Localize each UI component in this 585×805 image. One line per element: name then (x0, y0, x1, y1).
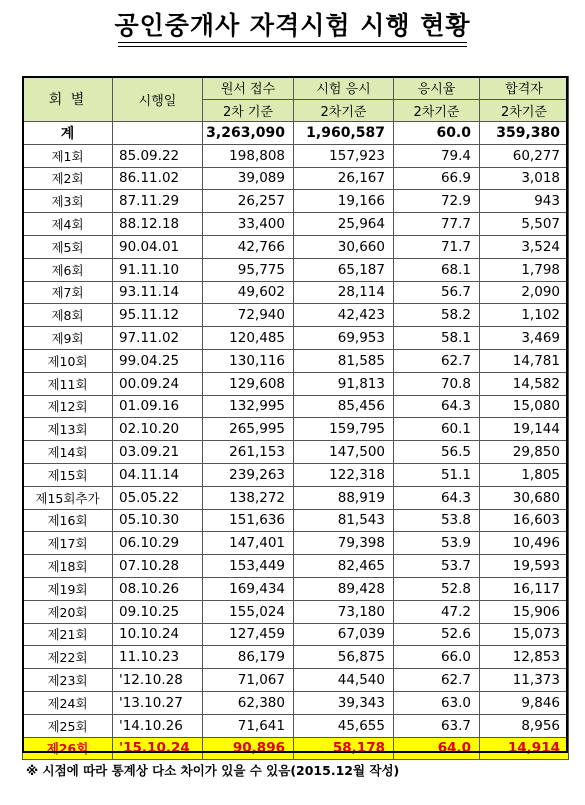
table-cell-applicants: 86,179 (203, 646, 294, 669)
table-cell-rate: 52.6 (394, 623, 480, 646)
table-cell-passers: 3,524 (480, 235, 569, 258)
table-cell-takers: 28,114 (294, 281, 394, 304)
table-cell-round: 제21회 (23, 623, 113, 646)
total-date (113, 122, 203, 145)
table-cell-rate: 51.1 (394, 463, 480, 486)
table-cell-date: 01.09.16 (113, 395, 203, 418)
table-cell-passers: 3,469 (480, 327, 569, 350)
table-cell-rate: 56.5 (394, 441, 480, 464)
table-cell-round: 제9회 (23, 327, 113, 350)
table-row (23, 555, 569, 578)
table-cell-takers: 19,166 (294, 190, 394, 213)
table-row (23, 304, 569, 327)
table-cell-rate: 52.8 (394, 577, 480, 600)
table-cell-round: 제17회 (23, 532, 113, 555)
table-cell-date: '12.10.28 (113, 669, 203, 692)
table-cell-round: 제13회 (23, 418, 113, 441)
table-cell-rate: 56.7 (394, 281, 480, 304)
table-cell-applicants: 95,775 (203, 258, 294, 281)
table-cell-rate: 63.7 (394, 714, 480, 737)
table-cell-rate: 58.1 (394, 327, 480, 350)
table-cell-round: 제23회 (23, 669, 113, 692)
exam-status-table (22, 76, 569, 760)
table-cell-date: 05.10.30 (113, 509, 203, 532)
table-cell-rate: 66.9 (394, 167, 480, 190)
table-cell-applicants: 72,940 (203, 304, 294, 327)
table-cell-applicants: 261,153 (203, 441, 294, 464)
table-cell-round: 제24회 (23, 691, 113, 714)
table-cell-takers: 157,923 (294, 144, 394, 167)
table-cell-round: 제14회 (23, 441, 113, 464)
table-cell-applicants: 42,766 (203, 235, 294, 258)
table-row (23, 418, 569, 441)
table-cell-takers: 73,180 (294, 600, 394, 623)
table-cell-round: 제10회 (23, 349, 113, 372)
table-cell-applicants: 90,896 (203, 737, 294, 760)
table-cell-round: 제25회 (23, 714, 113, 737)
table-cell-round: 제7회 (23, 281, 113, 304)
table-cell-date: '13.10.27 (113, 691, 203, 714)
table-cell-rate: 68.1 (394, 258, 480, 281)
table-cell-takers: 82,465 (294, 555, 394, 578)
table-cell-rate: 64.0 (394, 737, 480, 760)
table-cell-applicants: 129,608 (203, 372, 294, 395)
table-cell-passers: 19,593 (480, 555, 569, 578)
table-row (23, 463, 569, 486)
table-row (23, 327, 569, 350)
table-row (23, 235, 569, 258)
table-cell-takers: 147,500 (294, 441, 394, 464)
table-cell-rate: 53.7 (394, 555, 480, 578)
table-cell-passers: 11,373 (480, 669, 569, 692)
table-cell-date: 10.10.24 (113, 623, 203, 646)
table-cell-date: 85.09.22 (113, 144, 203, 167)
table-cell-date: 11.10.23 (113, 646, 203, 669)
table-cell-round: 제15회추가 (23, 486, 113, 509)
table-cell-round: 제22회 (23, 646, 113, 669)
table-cell-rate: 66.0 (394, 646, 480, 669)
table-cell-applicants: 239,263 (203, 463, 294, 486)
table-cell-rate: 77.7 (394, 213, 480, 236)
table-cell-date: 95.11.12 (113, 304, 203, 327)
table-cell-round: 제2회 (23, 167, 113, 190)
table-cell-passers: 16,603 (480, 509, 569, 532)
total-rate: 60.0 (394, 122, 480, 145)
table-cell-rate: 60.1 (394, 418, 480, 441)
table-cell-passers: 60,277 (480, 144, 569, 167)
table-cell-takers: 81,543 (294, 509, 394, 532)
header-passers-sub: 2차기준 (480, 99, 569, 122)
table-cell-rate: 53.9 (394, 532, 480, 555)
header-date: 시행일 (113, 77, 203, 122)
table-cell-round: 제16회 (23, 509, 113, 532)
table-cell-applicants: 71,067 (203, 669, 294, 692)
table-cell-takers: 91,813 (294, 372, 394, 395)
table-cell-passers: 943 (480, 190, 569, 213)
table-cell-passers: 15,080 (480, 395, 569, 418)
table-cell-applicants: 120,485 (203, 327, 294, 350)
table-cell-round: 제18회 (23, 555, 113, 578)
table-cell-round: 제4회 (23, 213, 113, 236)
table-cell-date: 93.11.14 (113, 281, 203, 304)
table-row (23, 737, 569, 760)
table-cell-round: 제11회 (23, 372, 113, 395)
table-row (23, 144, 569, 167)
table-cell-date: 91.11.10 (113, 258, 203, 281)
total-passers: 359,380 (480, 122, 569, 145)
table-cell-applicants: 151,636 (203, 509, 294, 532)
table-cell-date: 07.10.28 (113, 555, 203, 578)
table-row (23, 669, 569, 692)
table-cell-rate: 47.2 (394, 600, 480, 623)
total-label: 계 (23, 122, 113, 145)
table-row (23, 509, 569, 532)
table-cell-date: '14.10.26 (113, 714, 203, 737)
table-cell-takers: 65,187 (294, 258, 394, 281)
table-row (23, 577, 569, 600)
table-cell-passers: 1,102 (480, 304, 569, 327)
table-cell-takers: 122,318 (294, 463, 394, 486)
table-cell-date: 03.09.21 (113, 441, 203, 464)
table-cell-takers: 67,039 (294, 623, 394, 646)
table-cell-applicants: 39,089 (203, 167, 294, 190)
table-row (23, 372, 569, 395)
table-cell-passers: 14,582 (480, 372, 569, 395)
table-row (23, 349, 569, 372)
total-applicants: 3,263,090 (203, 122, 294, 145)
table-row (23, 714, 569, 737)
table-cell-round: 제12회 (23, 395, 113, 418)
table-row (23, 167, 569, 190)
table-cell-passers: 29,850 (480, 441, 569, 464)
table-cell-applicants: 198,808 (203, 144, 294, 167)
header-takers-sub: 2차기준 (294, 99, 394, 122)
table-row (23, 441, 569, 464)
table-cell-round: 제8회 (23, 304, 113, 327)
table-cell-passers: 2,090 (480, 281, 569, 304)
table-cell-takers: 30,660 (294, 235, 394, 258)
table-row (23, 691, 569, 714)
table-cell-round: 제1회 (23, 144, 113, 167)
header-round: 회 별 (23, 77, 113, 122)
table-row (23, 213, 569, 236)
table-cell-passers: 1,805 (480, 463, 569, 486)
table-row (23, 281, 569, 304)
table-cell-date: 09.10.25 (113, 600, 203, 623)
table-cell-rate: 72.9 (394, 190, 480, 213)
table-cell-takers: 159,795 (294, 418, 394, 441)
table-row (23, 258, 569, 281)
table-cell-rate: 62.7 (394, 669, 480, 692)
table-cell-date: 87.11.29 (113, 190, 203, 213)
table-row (23, 486, 569, 509)
table-cell-passers: 15,906 (480, 600, 569, 623)
table-cell-rate: 63.0 (394, 691, 480, 714)
table-cell-date: 02.10.20 (113, 418, 203, 441)
table-cell-round: 제15회 (23, 463, 113, 486)
table-row (23, 532, 569, 555)
table-cell-round: 제20회 (23, 600, 113, 623)
table-cell-takers: 45,655 (294, 714, 394, 737)
table-cell-passers: 9,846 (480, 691, 569, 714)
table-cell-takers: 56,875 (294, 646, 394, 669)
table-cell-applicants: 127,459 (203, 623, 294, 646)
table-cell-date: 00.09.24 (113, 372, 203, 395)
table-cell-date: 08.10.26 (113, 577, 203, 600)
table-cell-applicants: 265,995 (203, 418, 294, 441)
table-cell-takers: 26,167 (294, 167, 394, 190)
table-row (23, 646, 569, 669)
table-cell-rate: 58.2 (394, 304, 480, 327)
table-cell-applicants: 155,024 (203, 600, 294, 623)
table-row (23, 190, 569, 213)
table-cell-takers: 89,428 (294, 577, 394, 600)
header-applicants: 원서 접수 (203, 77, 294, 100)
table-cell-passers: 14,781 (480, 349, 569, 372)
table-cell-rate: 71.7 (394, 235, 480, 258)
table-cell-takers: 44,540 (294, 669, 394, 692)
table-cell-passers: 19,144 (480, 418, 569, 441)
table-cell-round: 제6회 (23, 258, 113, 281)
table-cell-takers: 85,456 (294, 395, 394, 418)
table-cell-takers: 42,423 (294, 304, 394, 327)
table-cell-takers: 25,964 (294, 213, 394, 236)
table-cell-date: 90.04.01 (113, 235, 203, 258)
table-cell-passers: 8,956 (480, 714, 569, 737)
table-cell-applicants: 169,434 (203, 577, 294, 600)
footnote: ※ 시점에 따라 통계상 다소 차이가 있을 수 있음(2015.12월 작성) (26, 763, 400, 778)
table-cell-date: 05.05.22 (113, 486, 203, 509)
table-cell-applicants: 130,116 (203, 349, 294, 372)
table-cell-applicants: 71,641 (203, 714, 294, 737)
table-cell-date: 06.10.29 (113, 532, 203, 555)
page-title: 공인중개사 자격시험 시행 현황 (114, 11, 471, 40)
header-rate: 응시율 (394, 77, 480, 100)
table-cell-rate: 64.3 (394, 395, 480, 418)
table-cell-round: 제5회 (23, 235, 113, 258)
table-cell-date: 99.04.25 (113, 349, 203, 372)
table-cell-passers: 1,798 (480, 258, 569, 281)
table-cell-takers: 69,953 (294, 327, 394, 350)
table-cell-round: 제26회 (23, 737, 113, 760)
table-cell-applicants: 26,257 (203, 190, 294, 213)
table-cell-passers: 12,853 (480, 646, 569, 669)
table-cell-rate: 70.8 (394, 372, 480, 395)
title-underline-top (118, 42, 467, 43)
title-underline-bottom (118, 46, 467, 47)
table-cell-applicants: 138,272 (203, 486, 294, 509)
table-cell-takers: 39,343 (294, 691, 394, 714)
header-rate-sub: 2차기준 (394, 99, 480, 122)
header-applicants-sub: 2차 기준 (203, 99, 294, 122)
table-cell-takers: 58,178 (294, 737, 394, 760)
table-cell-rate: 79.4 (394, 144, 480, 167)
table-row (23, 395, 569, 418)
table-cell-date: '15.10.24 (113, 737, 203, 760)
table-cell-round: 제3회 (23, 190, 113, 213)
table-cell-passers: 15,073 (480, 623, 569, 646)
table-cell-date: 97.11.02 (113, 327, 203, 350)
table-cell-takers: 81,585 (294, 349, 394, 372)
table-row (23, 623, 569, 646)
table-cell-passers: 3,018 (480, 167, 569, 190)
table-cell-applicants: 132,995 (203, 395, 294, 418)
table-cell-applicants: 147,401 (203, 532, 294, 555)
table-cell-date: 88.12.18 (113, 213, 203, 236)
table-cell-rate: 53.8 (394, 509, 480, 532)
table-cell-rate: 64.3 (394, 486, 480, 509)
table-cell-round: 제19회 (23, 577, 113, 600)
total-row (23, 122, 569, 145)
table-cell-applicants: 49,602 (203, 281, 294, 304)
header-takers: 시험 응시 (294, 77, 394, 100)
table-cell-passers: 30,680 (480, 486, 569, 509)
table-cell-applicants: 62,380 (203, 691, 294, 714)
table-cell-date: 04.11.14 (113, 463, 203, 486)
table-cell-date: 86.11.02 (113, 167, 203, 190)
table-cell-passers: 16,117 (480, 577, 569, 600)
table-cell-rate: 62.7 (394, 349, 480, 372)
table-cell-takers: 79,398 (294, 532, 394, 555)
table-cell-passers: 10,496 (480, 532, 569, 555)
table-cell-passers: 14,914 (480, 737, 569, 760)
table-cell-takers: 88,919 (294, 486, 394, 509)
header-passers: 합격자 (480, 77, 569, 100)
table-cell-applicants: 153,449 (203, 555, 294, 578)
table-cell-applicants: 33,400 (203, 213, 294, 236)
table-cell-passers: 5,507 (480, 213, 569, 236)
table-row (23, 600, 569, 623)
total-takers: 1,960,587 (294, 122, 394, 145)
